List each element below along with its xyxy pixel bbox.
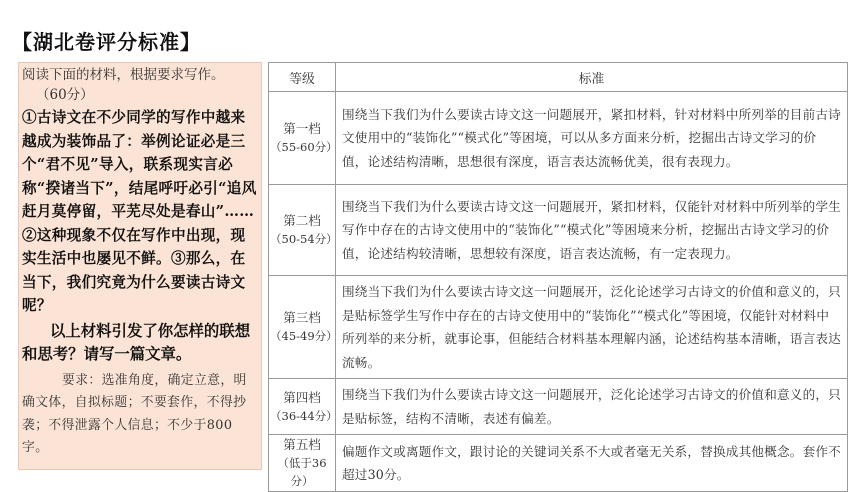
grading-standard-table <box>268 62 848 492</box>
header-standard: 标准 <box>336 63 848 92</box>
standard-cell: 围绕当下我们为什么要读古诗文这一问题展开，紧扣材料，针对材料中所列举的目前古诗文使用中的“装饰化”“模式化”等困境，可以从多方面来分析，挖掘出古诗文学习的价值，论述结构清晰，思想很有深度，语言表达流畅优美，很有表现力。 <box>336 92 848 185</box>
standard-cell: 围绕当下我们为什么要读古诗文这一问题展开，泛化论述学习古诗文的价值和意义的，只是贴标签，结构不清晰，表述有偏差。 <box>336 379 848 435</box>
prompt-score: （60分） <box>36 87 94 103</box>
level-name: 第一档 <box>283 121 321 136</box>
standard-cell: 围绕当下我们为什么要读古诗文这一问题展开，紧扣材料，仅能针对材料中所列举的学生写作中存在的古诗文使用中的“装饰化”“模式化”等困境来分析，挖掘出古诗文学习的价值，论述结构较清晰，思想较有深度，语言表达流畅，有一定表现力。 <box>336 185 848 276</box>
prompt-material: ①古诗文在不少同学的写作中越来越成为装饰品了：举例论证必是三个“君不见”导入，联系现实言必称“揆诸当下”，结尾呼吁必引“追风赶月莫停留，平芜尽处是春山”…… ②这种现象不仅在写作中出现，现实生活中也屡见不鲜。③那么，在当下，我们究竟为什么要读古诗文呢？ <box>22 109 257 314</box>
table-row <box>269 92 848 185</box>
standard-cell: 偏题作文或离题作文，跟讨论的关键词关系不大或者毫无关系，替换成其他概念。套作不超过30分。 <box>336 435 848 492</box>
table-row <box>269 379 848 435</box>
level-cell <box>269 276 336 379</box>
level-name: 第四档 <box>283 389 321 405</box>
prompt-question: 以上材料引发了你怎样的联想和思考？请写一篇文章。 <box>22 321 251 363</box>
level-range: （45-49分） <box>270 329 338 343</box>
table-header-row <box>269 63 848 92</box>
table-row <box>269 185 848 276</box>
prompt-intro: 阅读下面的材料，根据要求写作。 <box>22 67 225 83</box>
writing-prompt-panel <box>18 62 262 470</box>
page-title: 【湖北卷评分标准】 <box>12 30 201 54</box>
level-cell <box>269 435 336 492</box>
level-cell <box>269 92 336 185</box>
header-level: 等级 <box>269 63 336 92</box>
table-row <box>269 435 848 492</box>
level-range: （低于36分） <box>277 456 327 488</box>
level-name: 第三档 <box>283 310 321 325</box>
standard-cell: 围绕当下我们为什么要读古诗文这一问题展开，泛化论述学习古诗文的价值和意义的，只是贴标签学生写作中存在的古诗文使用中的“装饰化”“模式化”等困境，仅能针对材料中所列举的来分析，就事论事，但能结合材料基本理解内涵，论述结构基本清晰，语言表达流畅。 <box>336 276 848 379</box>
level-cell <box>269 379 336 435</box>
level-cell <box>269 185 336 276</box>
table-row <box>269 276 848 379</box>
prompt-requirements: 要求：选准角度，确定立意，明确文体，自拟标题；不要套作，不得抄袭；不得泄露个人信息；不少于800字。 <box>22 372 247 455</box>
level-name: 第五档 <box>283 437 321 452</box>
level-range: （55-60分） <box>270 140 338 154</box>
level-range: （50-54分） <box>270 232 338 246</box>
level-name: 第二档 <box>283 213 321 228</box>
level-range: （36-44分） <box>270 408 338 423</box>
